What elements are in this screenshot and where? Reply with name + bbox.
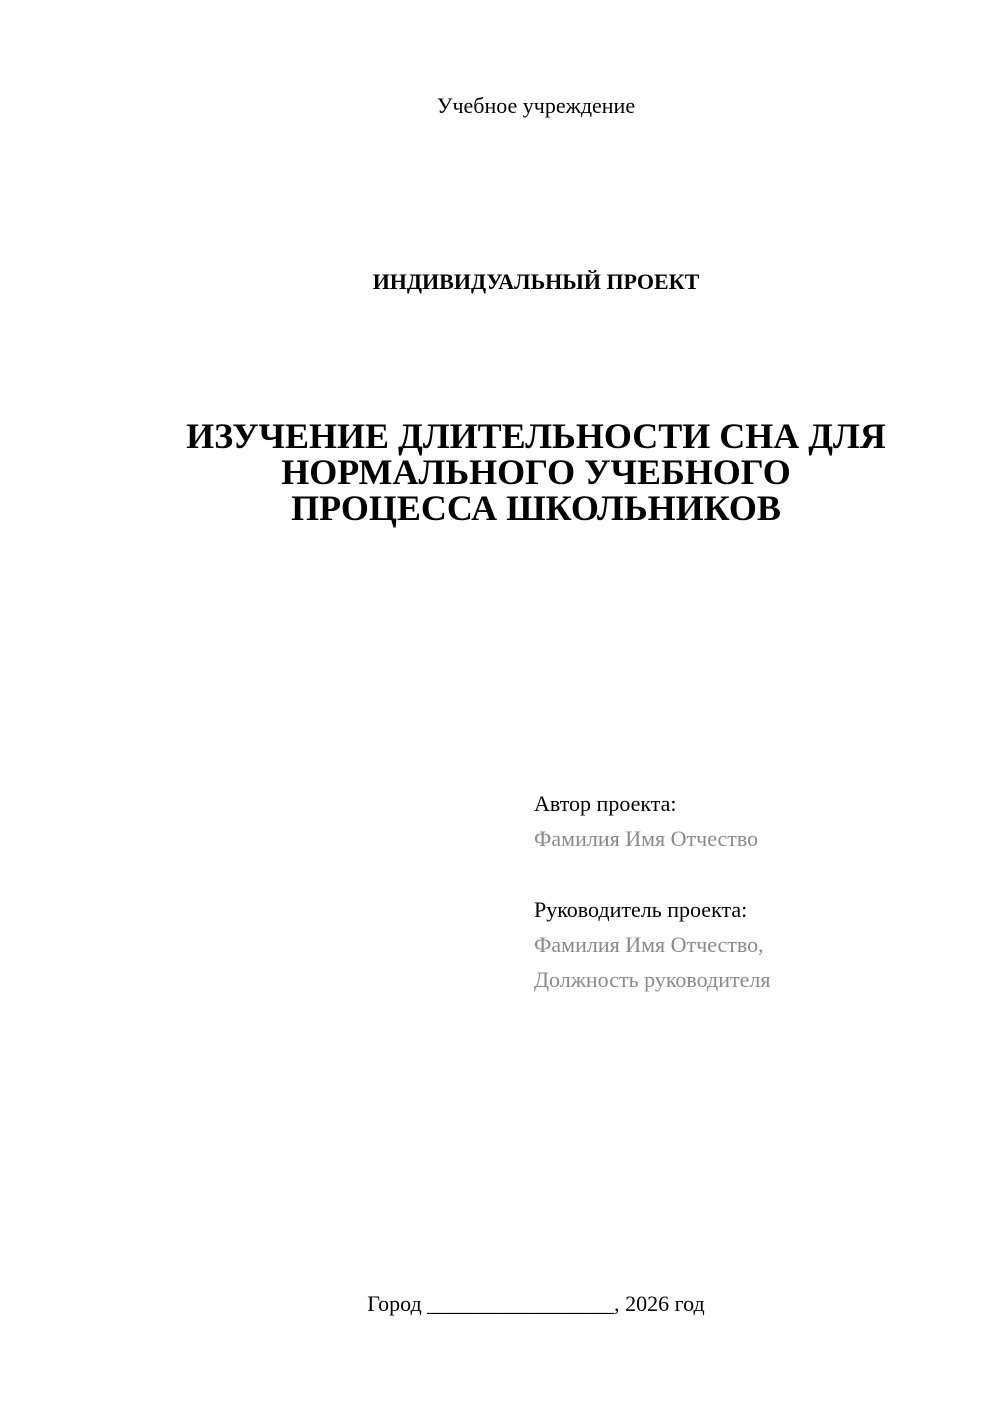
author-block [534,786,974,856]
project-title [140,418,932,526]
institution-name: Учебное учреждение [436,93,636,118]
project-title-line-2: НОРМАЛЬНОГО УЧЕБНОГО [281,452,791,492]
author-name: Фамилия Имя Отчество [534,826,759,851]
project-title-line-3: ПРОЦЕССА ШКОЛЬНИКОВ [291,488,781,528]
supervisor-position: Должность руководителя [534,967,771,992]
author-label: Автор проекта: [534,791,677,816]
supervisor-name: Фамилия Имя Отчество, [534,932,764,957]
supervisor-block [534,892,974,997]
supervisor-label: Руководитель проекта: [534,897,748,922]
signature-section [534,786,974,997]
project-title-line-1: ИЗУЧЕНИЕ ДЛИТЕЛЬНОСТИ СНА ДЛЯ [186,416,886,456]
document-type: ИНДИВИДУАЛЬНЫЙ ПРОЕКТ [372,269,700,294]
city-year-line: Город _________________, 2026 год [367,1291,705,1316]
